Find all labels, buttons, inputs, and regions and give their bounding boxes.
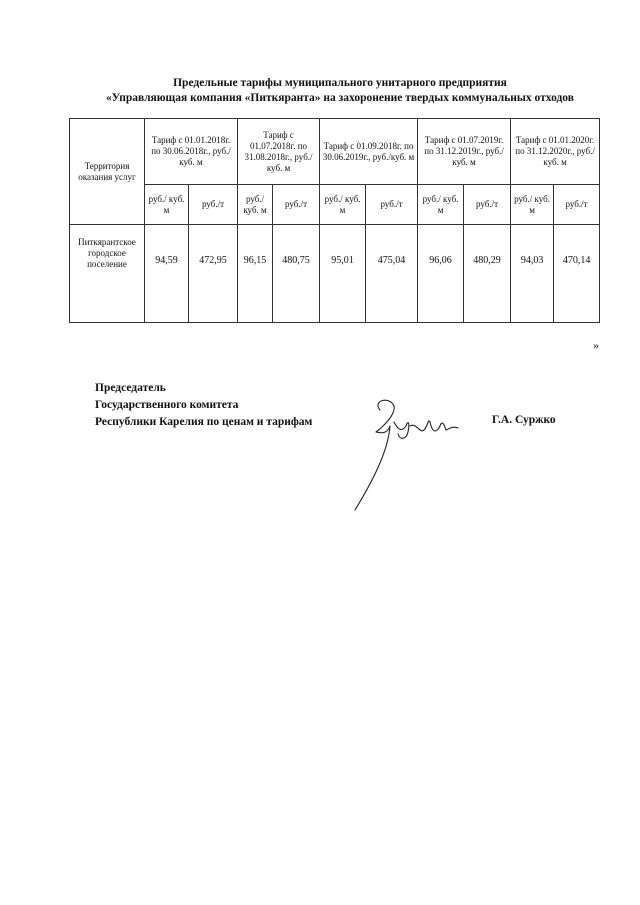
- signatory-position: [95, 380, 312, 431]
- unit-header: руб./т: [554, 185, 600, 225]
- unit-header: руб./ куб. м: [418, 185, 464, 225]
- title-line-2: «Управляющая компания «Питкяранта» на захоронение твердых коммунальных отходов: [106, 92, 574, 104]
- tariff-value: 480,29: [464, 225, 511, 323]
- period-header: Тариф с 01.01.2018г. по 30.06.2018г., руб./куб. м: [145, 119, 238, 185]
- tariff-value: 96,06: [418, 225, 464, 323]
- unit-header: руб./т: [189, 185, 238, 225]
- document-title: [40, 76, 640, 106]
- unit-header: руб./ куб. м: [145, 185, 189, 225]
- tariff-value: 480,75: [273, 225, 320, 323]
- unit-header: руб./ куб. м: [238, 185, 273, 225]
- position-line-1: Председатель: [95, 382, 166, 394]
- position-line-2: Государственного комитета: [95, 399, 239, 411]
- tariff-value: 475,04: [366, 225, 418, 323]
- tariff-value: 94,03: [511, 225, 554, 323]
- title-line-1: Предельные тарифы муниципального унитарного предприятия: [173, 77, 507, 89]
- tariff-value: 470,14: [554, 225, 600, 323]
- unit-header: руб./т: [366, 185, 418, 225]
- period-header: Тариф с 01.07.2019г. по 31.12.2019г., руб./куб. м: [418, 119, 511, 185]
- header-row-periods: [70, 119, 600, 185]
- handwritten-signature: [350, 392, 465, 522]
- period-header: Тариф с 01.01.2020г. по 31.12.2020г., руб./куб. м: [511, 119, 600, 185]
- tariff-value: 472,95: [189, 225, 238, 323]
- tariffs-table: [69, 118, 600, 323]
- position-line-3: Республики Карелия по ценам и тарифам: [95, 416, 313, 428]
- period-header: Тариф с 01.07.2018г. по 31.08.2018г., руб./куб. м: [238, 119, 320, 185]
- closing-quote: »: [593, 338, 599, 352]
- unit-header: руб./ куб. м: [511, 185, 554, 225]
- header-row-units: [70, 185, 600, 225]
- tariff-value: 94,59: [145, 225, 189, 323]
- territory-cell: Питкярантское городское поселение: [70, 225, 145, 323]
- tariff-value: 96,15: [238, 225, 273, 323]
- territory-header: Территория оказания услуг: [70, 119, 145, 225]
- table-row: [70, 225, 600, 323]
- unit-header: руб./т: [464, 185, 511, 225]
- signatory-name: Г.А. Суржко: [492, 414, 556, 426]
- unit-header: руб./ куб. м: [320, 185, 366, 225]
- tariff-value: 95,01: [320, 225, 366, 323]
- period-header: Тариф с 01.09.2018г. по 30.06.2019г., руб./куб. м: [320, 119, 418, 185]
- unit-header: руб./т: [273, 185, 320, 225]
